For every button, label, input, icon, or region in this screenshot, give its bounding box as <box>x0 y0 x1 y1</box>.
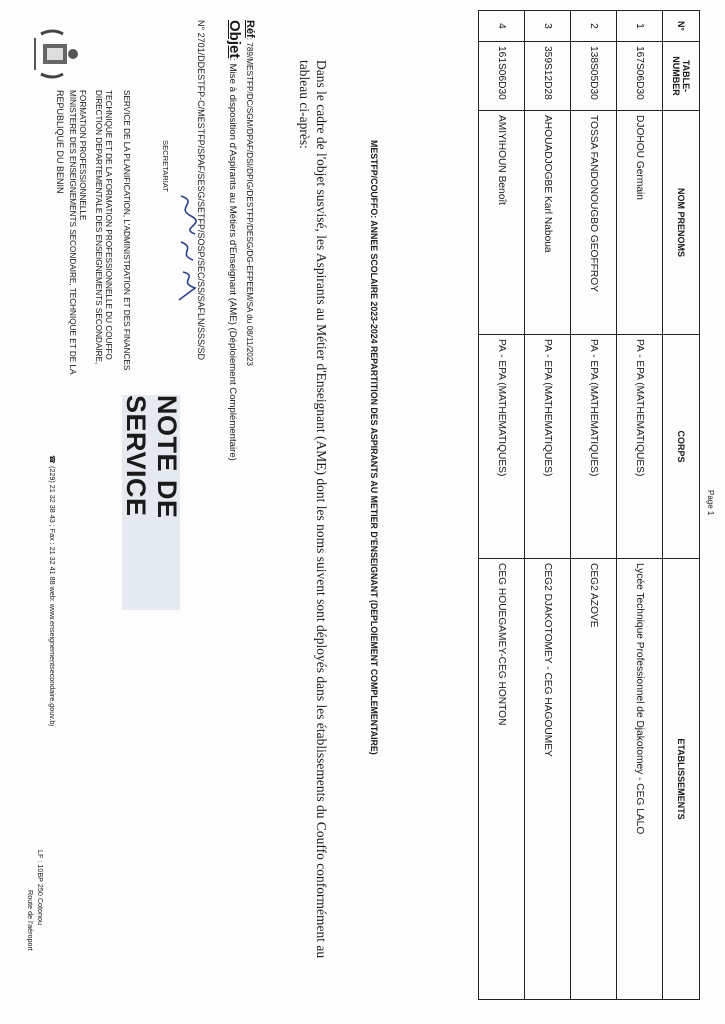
table-caption: MESTFP/COUFFO: ANNEE SCOLAIRE 2023-2024 REPARTITION DES ASPIRANTS AU METIER D'ENSEIGNANT (DEPLOIEMENT COMPLEMENTAIRE) <box>369 140 379 755</box>
page-number: Page 1 <box>706 490 715 516</box>
cell-name: DJOHOU Germain <box>617 111 663 335</box>
document-title: NOTE DE SERVICE <box>121 395 182 519</box>
cell-number: 4 <box>479 11 525 42</box>
country-name: REPUBLIQUE DU BENIN <box>55 90 65 194</box>
cell-table-number: 167S06D30 <box>617 42 663 111</box>
objet-text: : Mise à disposition d'Aspirants au Métiers d'Enseignant (AME) (Déploiement Complémentaire) <box>227 58 238 461</box>
contact-address: Route de l'aéroport <box>26 890 35 951</box>
table-row <box>479 11 525 1000</box>
table-row <box>525 11 571 1000</box>
cell-name: AHOUADJOGBE Karl Naboua <box>525 111 571 335</box>
cell-establishment: Lycée Technique Professionnel de Djakotomey - CEG LALO <box>617 559 663 1000</box>
cell-establishment: CEG2 DJAKOTOMEY - CEG HAGOUMEY <box>525 559 571 1000</box>
cell-table-number: 161S06D30 <box>479 42 525 111</box>
cell-table-number: 138S05D30 <box>571 42 617 111</box>
ministry-line-1: MINISTERE DES ENSEIGNEMENTS SECONDAIRE, TECHNIQUE ET DE LA <box>68 90 77 375</box>
objet-label: Objet <box>226 20 243 59</box>
cell-table-number: 359S12D28 <box>525 42 571 111</box>
header-table-number: TABLE-NUMBER <box>663 42 700 111</box>
cell-number: 2 <box>571 11 617 42</box>
header-number: N° <box>663 11 700 42</box>
contact-phone: ☎ (229) 21 32 38 43 ; Fax : 21 32 41 88 web: www.enseignementsecondaire.gouv.bj <box>48 455 57 726</box>
header-corps: CORPS <box>663 335 700 559</box>
cell-name: TOSSA FANDONOUGBO GEOFFROY <box>571 111 617 335</box>
cell-corps: PA - EPA (MATHEMATIQUES) <box>571 335 617 559</box>
secretariat-label: SECRETARIAT <box>161 140 170 193</box>
cell-establishment: CEG HOUEGAMEY-CEG HONTON <box>479 559 525 1000</box>
service-name: SERVICE DE LA PLANIFICATION, L'ADMINISTRATION ET DES FINANCES <box>122 90 131 371</box>
header-name: NOM PRENOMS <box>663 111 700 335</box>
reference-number: N° 2701/DDESTFP-C/MESTFP/SPAF/SESG/SETFP/SOSP/SEC/SS/SAFLN/SSS/SD <box>196 20 206 361</box>
ref-line <box>244 20 256 366</box>
table-row <box>571 11 617 1000</box>
header-establishment: ETABLISSEMENTS <box>663 559 700 1000</box>
objet-line <box>226 20 243 461</box>
cell-name: AMIYIHOUN Benoît <box>479 111 525 335</box>
direction-line-1: DIRECTION DEPARTEMENTALE DES ENSEIGNEMENTS SECONDAIRE, <box>94 90 103 365</box>
contact-po-box: LF : 10BP 250 Cotonou <box>36 850 45 925</box>
cell-corps: PA - EPA (MATHEMATIQUES) <box>617 335 663 559</box>
ref-text: : 789/MESTFP/DC/SGM/DPAF/DSI/DPIG/DESTFP/DESG/DG-EFPEEM/SA du 08/11/2023 <box>245 37 254 366</box>
cell-corps: PA - EPA (MATHEMATIQUES) <box>479 335 525 559</box>
table-header-row <box>663 11 700 1000</box>
ref-label: Réf <box>244 20 256 38</box>
assignment-table-wrapper <box>410 10 700 1000</box>
direction-line-2: TECHNIQUE ET DE LA FORMATION PROFESSIONNELLE DU COUFFO <box>104 90 113 360</box>
cell-number: 1 <box>617 11 663 42</box>
title-box <box>122 395 180 610</box>
cell-number: 3 <box>525 11 571 42</box>
cell-establishment: CEG2 AZOVE <box>571 559 617 1000</box>
intro-paragraph: Dans le cadre de l'objet susvisé, les Aspirants au Métier d'Enseignant (AME) dont les noms suivent sont déployés dans les établissements du Couffo conformément au tableau ci-après: <box>297 60 329 959</box>
assignment-table <box>478 10 700 1000</box>
ministry-line-2: FORMATION PROFESSIONNELLE <box>78 90 87 221</box>
coat-of-arms-icon <box>27 24 83 84</box>
table-row <box>617 11 663 1000</box>
cell-corps: PA - EPA (MATHEMATIQUES) <box>525 335 571 559</box>
